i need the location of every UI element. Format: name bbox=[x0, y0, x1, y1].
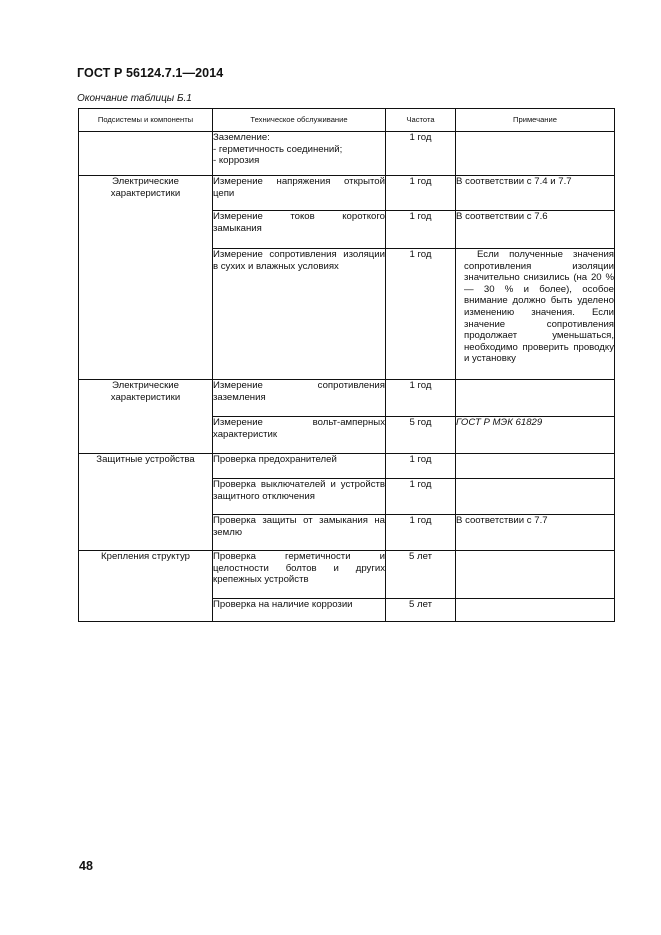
subsystem-cell: Защитные устройства bbox=[79, 454, 213, 551]
note-cell bbox=[456, 380, 615, 417]
frequency-cell: 1 год bbox=[386, 515, 456, 551]
note-cell bbox=[456, 454, 615, 479]
note-cell: ГОСТ Р МЭК 61829 bbox=[456, 417, 615, 454]
note-cell bbox=[456, 479, 615, 515]
frequency-cell: 1 год bbox=[386, 479, 456, 515]
column-header-maintenance: Техническое обслуживание bbox=[213, 109, 386, 132]
maintenance-cell bbox=[213, 132, 386, 176]
frequency-cell: 5 лет bbox=[386, 551, 456, 599]
column-header-subsystems: Подсистемы и компоненты bbox=[79, 109, 213, 132]
table-row bbox=[79, 176, 615, 211]
note-cell: В соответствии с 7.7 bbox=[456, 515, 615, 551]
table-caption: Окончание таблицы Б.1 bbox=[77, 93, 192, 104]
frequency-cell: 5 лет bbox=[386, 599, 456, 622]
maintenance-cell: Измерение сопротивления заземления bbox=[213, 380, 386, 417]
frequency-cell: 1 год bbox=[386, 132, 456, 176]
frequency-cell: 1 год bbox=[386, 211, 456, 249]
table-row bbox=[79, 132, 615, 176]
maintenance-cell: Измерение вольт-амперных характеристик bbox=[213, 417, 386, 454]
note-cell bbox=[456, 132, 615, 176]
frequency-cell: 1 год bbox=[386, 454, 456, 479]
column-header-frequency: Частота bbox=[386, 109, 456, 132]
table-header-row bbox=[79, 109, 615, 132]
maintenance-cell: Измерение сопротивления изоляции в сухих и влажных условиях bbox=[213, 249, 386, 380]
note-cell: В соответствии с 7.6 bbox=[456, 211, 615, 249]
maintenance-cell: Измерение напряжения открытой цепи bbox=[213, 176, 386, 211]
frequency-cell: 1 год bbox=[386, 380, 456, 417]
maintenance-table bbox=[78, 108, 615, 622]
table-row bbox=[79, 551, 615, 599]
subsystem-cell: Электрические характеристики bbox=[79, 176, 213, 380]
maintenance-cell: Проверка выключателей и устройств защитного отключения bbox=[213, 479, 386, 515]
page-number: 48 bbox=[79, 859, 93, 873]
subsystem-cell: Крепления структур bbox=[79, 551, 213, 622]
maintenance-line: - коррозия bbox=[213, 155, 260, 167]
frequency-cell: 1 год bbox=[386, 176, 456, 211]
maintenance-cell: Проверка на наличие коррозии bbox=[213, 599, 386, 622]
table-row bbox=[79, 380, 615, 417]
maintenance-cell: Измерение токов короткого замыкания bbox=[213, 211, 386, 249]
note-cell bbox=[456, 551, 615, 599]
maintenance-cell: Проверка герметичности и целостности болтов и других крепежных устройств bbox=[213, 551, 386, 599]
frequency-cell: 1 год bbox=[386, 249, 456, 380]
maintenance-line: Заземление: bbox=[213, 132, 270, 143]
note-cell: В соответствии с 7.4 и 7.7 bbox=[456, 176, 615, 211]
subsystem-cell: Электрические характеристики bbox=[79, 380, 213, 454]
subsystem-cell bbox=[79, 132, 213, 176]
maintenance-cell: Проверка защиты от замыкания на землю bbox=[213, 515, 386, 551]
note-cell: Если полученные значения сопротивления изоляции значительно снизились (на 20 % — 30 % и более), особое внимание должно быть уделено изменению значения. Если значение сопротивления продолжает уменьшаться, необходимо проверить проводку и установку bbox=[456, 249, 615, 380]
document-id: ГОСТ Р 56124.7.1—2014 bbox=[77, 66, 224, 80]
maintenance-line: - герметичность соединений; bbox=[213, 143, 343, 155]
note-cell bbox=[456, 599, 615, 622]
column-header-note: Примечание bbox=[456, 109, 615, 132]
table-row bbox=[79, 454, 615, 479]
frequency-cell: 5 год bbox=[386, 417, 456, 454]
maintenance-cell: Проверка предохранителей bbox=[213, 454, 386, 479]
